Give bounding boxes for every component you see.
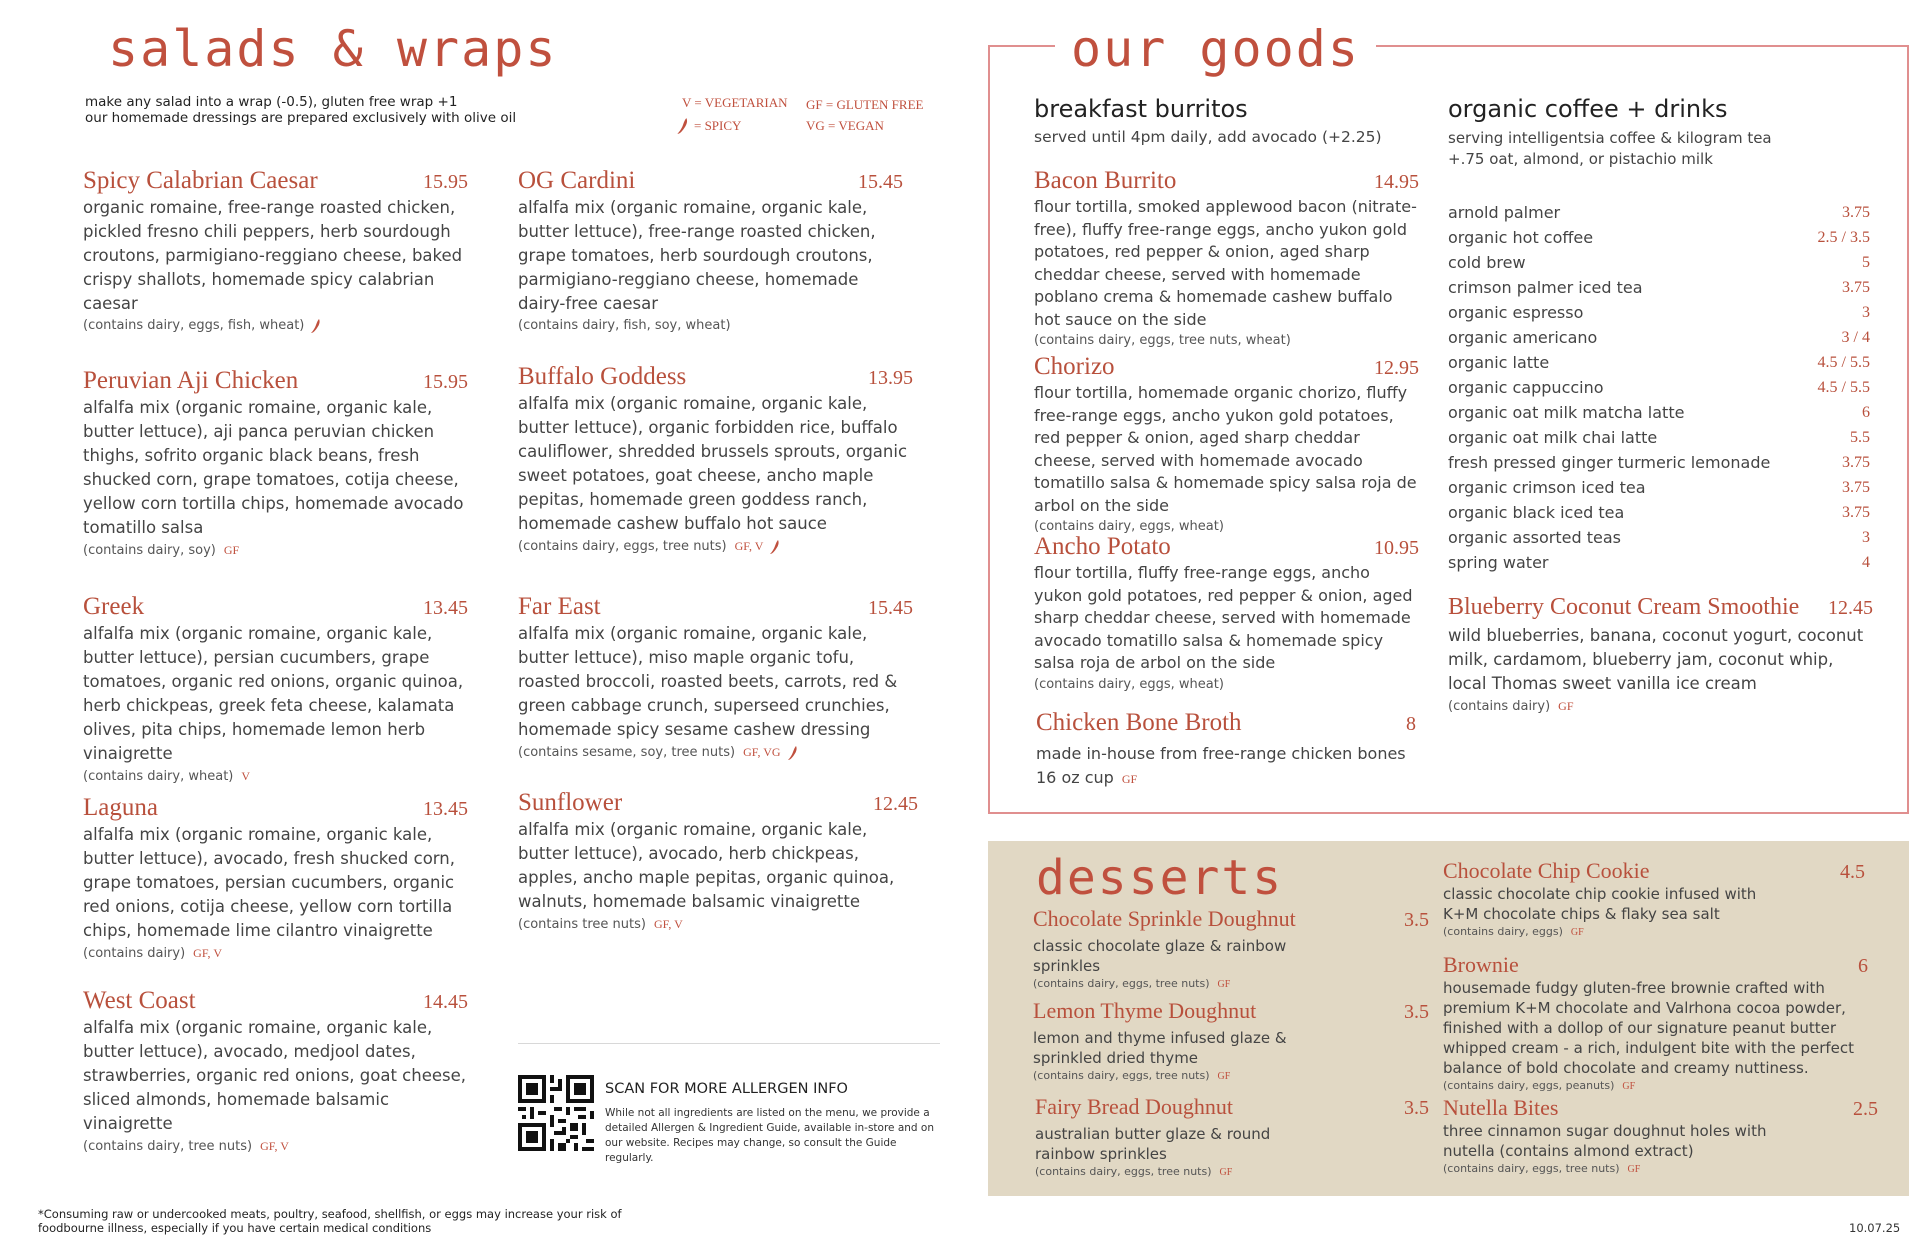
drink-row: organic oat milk chai latte 5.5 (1448, 428, 1870, 447)
dressing-note: our homemade dressings are prepared exclusively with olive oil (85, 110, 517, 126)
item-name: Bacon Burrito (1034, 167, 1177, 194)
item-name: Far East (518, 593, 601, 620)
drink-row: organic latte 4.5 / 5.5 (1448, 353, 1870, 372)
item-name: Lemon Thyme Doughnut (1033, 998, 1257, 1023)
item-name: Sunflower (518, 789, 623, 816)
drink-row: spring water 4 (1448, 553, 1870, 572)
item-price: 3.5 (1404, 1001, 1429, 1023)
divider (518, 1043, 940, 1044)
legend-spicy (676, 117, 741, 135)
item-price: 10.95 (1374, 537, 1419, 559)
item-price: 14.45 (423, 991, 468, 1013)
item-price: 13.45 (423, 597, 468, 619)
diet-tag: GF, V (653, 917, 683, 931)
diet-tag: V (241, 769, 251, 783)
diet-tag: GF, VG (743, 745, 781, 759)
drink-row: organic crimson iced tea 3.75 (1448, 478, 1870, 497)
item-price: 13.45 (423, 798, 468, 820)
drink-row: organic black iced tea 3.75 (1448, 503, 1870, 522)
drink-row: fresh pressed ginger turmeric lemonade 3.75 (1448, 453, 1870, 472)
item-allergens: (contains dairy, eggs, wheat) (1034, 676, 1224, 692)
item-description: made in-house from free-range chicken bones (1036, 744, 1406, 763)
item-allergens: (contains dairy, eggs, tree nuts) GF (1033, 1069, 1231, 1082)
item-allergens: (contains dairy, fish, soy, wheat) (518, 318, 731, 333)
item-allergens: 16 oz cup GF (1036, 768, 1138, 787)
item-allergens: (contains dairy, eggs, peanuts) GF (1443, 1079, 1636, 1092)
item-allergens: (contains dairy, eggs, tree nuts) GF, V (518, 536, 913, 557)
qr-heading: SCAN FOR MORE ALLERGEN INFO (605, 1081, 848, 1097)
item-name: Greek (83, 593, 145, 620)
item-price: 3.5 (1404, 1097, 1429, 1119)
item-price: 4.5 (1840, 861, 1865, 883)
menu-item (83, 366, 468, 561)
legend-vegan: VG = VEGAN (806, 118, 884, 133)
item-description: classic chocolate chip cookie infused with K+M chocolate chips & flaky sea salt (1443, 885, 1757, 923)
item-price: 6 (1858, 955, 1868, 977)
menu-item (1035, 1094, 1429, 1181)
drink-row: organic espresso 3 (1448, 303, 1870, 322)
item-description: alfalfa mix (organic romaine, organic kale, butter lettuce), miso maple organic tofu, roasted broccoli, roasted beets, carrots, red & green cabbage crunch, superseed crunchies, homemade spicy sesame cashew dressing (518, 624, 898, 739)
item-name: West Coast (83, 987, 196, 1014)
menu-item (518, 788, 918, 935)
item-allergens: (contains dairy) GF, V (83, 946, 222, 961)
item-description: flour tortilla, smoked applewood bacon (nitrate-free), fluffy free-range eggs, ancho yukon gold potatoes, red pepper & onion, aged sharp cheddar cheese, served with homemade poblano crema & homemade cashew buffalo hot sauce on the side (1034, 197, 1417, 329)
legend-spicy-label: = SPICY (694, 118, 742, 133)
item-allergens: (contains dairy, tree nuts) GF, V (83, 1139, 289, 1154)
item-price: 13.95 (868, 367, 913, 389)
item-price: 15.45 (858, 171, 903, 193)
menu-item (1448, 592, 1873, 717)
item-description: classic chocolate glaze & rainbow sprinkles (1033, 937, 1287, 975)
item-allergens: (contains dairy, eggs, tree nuts, wheat) (1034, 333, 1291, 348)
item-description: housemade fudgy gluten-free brownie crafted with premium K+M chocolate and Valrhona cocoa powder, finished with a dollop of our signature peanut butter whipped cream - a rich, indulgent bite with the perfect balance of bold chocolate and creamy nuttiness. (1443, 979, 1855, 1077)
diet-tag: GF (223, 543, 240, 557)
drink-row: organic americano 3 / 4 (1448, 328, 1870, 347)
item-description: organic romaine, free-range roasted chicken, pickled fresno chili peppers, herb sourdough croutons, parmigiano-reggiano cheese, baked crispy shallots, homemade spicy calabrian caesar (83, 198, 463, 313)
item-description: alfalfa mix (organic romaine, organic kale, butter lettuce), persian cucumbers, grape tomatoes, organic red onions, organic quinoa, herb chickpeas, greek feta cheese, kalamata olives, pita chips, homemade lemon herb vinaigrette (83, 624, 464, 763)
item-allergens: (contains dairy, eggs, tree nuts) GF (1033, 977, 1231, 990)
item-allergens: (contains dairy, eggs, fish, wheat) (83, 316, 468, 336)
item-price: 2.5 (1853, 1098, 1878, 1120)
diet-tag: GF (1558, 699, 1574, 713)
diet-tag: GF (1570, 927, 1584, 938)
menu-item (1443, 858, 1865, 941)
item-description: alfalfa mix (organic romaine, organic kale, butter lettuce), avocado, herb chickpeas, apples, ancho maple pepitas, organic quinoa, walnuts, homemade balsamic vinaigrette (518, 820, 895, 911)
qr-code-icon[interactable] (518, 1075, 594, 1151)
item-description: alfalfa mix (organic romaine, organic kale, butter lettuce), aji panca peruvian chicken thighs, sofrito organic black beans, fresh shucked corn, grape tomatoes, cotija cheese, yellow corn tortilla chips, homemade avocado tomatillo salsa (83, 398, 464, 537)
chili-icon (769, 539, 781, 555)
menu-item (1034, 166, 1419, 351)
chili-icon (787, 745, 799, 761)
item-name: OG Cardini (518, 167, 636, 194)
item-price: 15.95 (423, 171, 468, 193)
item-allergens: (contains sesame, soy, tree nuts) GF, VG (518, 742, 913, 763)
drinks-list (1448, 200, 1870, 575)
diet-tag: GF (1217, 979, 1231, 990)
menu-item (83, 592, 468, 787)
diet-tag: GF (1627, 1164, 1641, 1175)
item-allergens: (contains dairy) GF (1448, 699, 1574, 714)
menu-item (1033, 998, 1429, 1085)
salads-title: salads & wraps (108, 20, 558, 78)
menu-item (1036, 708, 1416, 791)
item-price: 15.95 (423, 371, 468, 393)
item-name: Chicken Bone Broth (1036, 709, 1242, 736)
item-description: alfalfa mix (organic romaine, organic kale, butter lettuce), free-range roasted chicken, grape tomatoes, herb sourdough croutons, parmigiano-reggiano cheese, homemade dairy-free caesar (518, 198, 876, 313)
item-name: Spicy Calabrian Caesar (83, 167, 318, 194)
goods-title: our goods (1055, 24, 1376, 74)
chili-icon (310, 318, 322, 334)
item-price: 12.45 (1828, 597, 1873, 619)
item-name: Chocolate Sprinkle Doughnut (1033, 906, 1296, 931)
item-description: three cinnamon sugar doughnut holes with nutella (contains almond extract) (1443, 1122, 1767, 1160)
item-allergens: (contains dairy, eggs, tree nuts) GF (1443, 1162, 1641, 1175)
item-price: 12.45 (873, 793, 918, 815)
menu-item (83, 793, 468, 964)
item-allergens: (contains dairy, soy) GF (83, 543, 240, 558)
chili-icon (676, 117, 690, 135)
menu-item (1443, 1095, 1878, 1178)
drink-row: cold brew 5 (1448, 253, 1870, 272)
item-name: Buffalo Goddess (518, 363, 687, 390)
desserts-title: desserts (1036, 850, 1284, 906)
item-price: 12.95 (1374, 357, 1419, 379)
drinks-heading: organic coffee + drinks (1448, 95, 1728, 123)
menu-item (518, 166, 903, 336)
diet-tag: GF (1622, 1081, 1636, 1092)
item-name: Chorizo (1034, 353, 1115, 380)
item-description: flour tortilla, homemade organic chorizo, fluffy free-range eggs, ancho yukon gold potatoes, red pepper & onion, aged sharp cheddar cheese, served with homemade avocado tomatillo salsa & homemade spicy salsa roja de arbol on the side (1034, 383, 1417, 515)
diet-tag: GF, V (193, 946, 222, 960)
item-description: alfalfa mix (organic romaine, organic kale, butter lettuce), avocado, medjool dates, strawberries, organic red onions, goat cheese, sliced almonds, homemade balsamic vinaigrette (83, 1018, 466, 1133)
menu-item (518, 592, 913, 763)
health-disclaimer: *Consuming raw or undercooked meats, poultry, seafood, shellfish, or eggs may increase your risk of foodbourne illness, especially if you have certain medical conditions (38, 1207, 622, 1235)
drink-row: organic oat milk matcha latte 6 (1448, 403, 1870, 422)
item-name: Nutella Bites (1443, 1095, 1559, 1120)
item-description: wild blueberries, banana, coconut yogurt, coconut milk, cardamom, blueberry jam, coconut whip, local Thomas sweet vanilla ice cream (1448, 626, 1864, 693)
legend-vegetarian: V = VEGETARIAN (682, 95, 788, 110)
menu-item (83, 166, 468, 336)
drink-row: organic hot coffee 2.5 / 3.5 (1448, 228, 1870, 247)
item-description: alfalfa mix (organic romaine, organic kale, butter lettuce), avocado, fresh shucked corn, grape tomatoes, persian cucumbers, organic red onions, cotija cheese, yellow corn tortilla chips, homemade lime cilantro vinaigrette (83, 825, 456, 940)
diet-tag: GF (1219, 1167, 1233, 1178)
item-allergens: (contains dairy, eggs, wheat) (1034, 519, 1224, 534)
diet-tag: GF, V (260, 1139, 289, 1153)
legend-gluten-free: GF = GLUTEN FREE (806, 97, 924, 112)
drink-row: organic assorted teas 3 (1448, 528, 1870, 547)
item-price: 15.45 (868, 597, 913, 619)
item-name: Ancho Potato (1034, 533, 1171, 560)
drink-row: arnold palmer 3.75 (1448, 203, 1870, 222)
item-name: Laguna (83, 794, 158, 821)
menu-item (1033, 906, 1429, 993)
item-allergens: (contains dairy, eggs, tree nuts) GF (1035, 1165, 1233, 1178)
burritos-subheading: served until 4pm daily, add avocado (+2.25) (1034, 128, 1382, 146)
item-description: alfalfa mix (organic romaine, organic kale, butter lettuce), organic forbidden rice, buffalo cauliflower, shredded brussels sprouts, organic sweet potatoes, goat cheese, ancho maple pepitas, homemade green goddess ranch, homemade cashew buffalo hot sauce (518, 394, 908, 533)
item-price: 3.5 (1404, 909, 1429, 931)
salads-notes (85, 94, 516, 126)
burritos-heading: breakfast burritos (1034, 95, 1248, 123)
wrap-note: make any salad into a wrap (-0.5), gluten free wrap +1 (85, 94, 458, 110)
drinks-subheading: serving intelligentsia coffee & kilogram tea +.75 oat, almond, or pistachio milk (1448, 129, 1772, 168)
menu-item (518, 362, 913, 557)
drink-row: crimson palmer iced tea 3.75 (1448, 278, 1870, 297)
item-name: Brownie (1443, 952, 1519, 977)
drink-row: organic cappuccino 4.5 / 5.5 (1448, 378, 1870, 397)
item-description: lemon and thyme infused glaze & sprinkled dried thyme (1033, 1029, 1287, 1067)
diet-tag: GF (1121, 772, 1138, 786)
menu-date: 10.07.25 (1849, 1221, 1901, 1235)
item-allergens: (contains dairy, eggs) GF (1443, 925, 1584, 938)
item-allergens: (contains tree nuts) GF, V (518, 917, 683, 932)
diet-tag: GF, V (734, 539, 764, 553)
item-price: 14.95 (1374, 171, 1419, 193)
item-price: 8 (1406, 713, 1416, 735)
item-name: Fairy Bread Doughnut (1035, 1094, 1233, 1119)
item-allergens: (contains dairy, wheat) V (83, 769, 251, 784)
item-description: australian butter glaze & round rainbow sprinkles (1035, 1125, 1271, 1163)
menu-item (1034, 352, 1419, 537)
menu-item (1443, 952, 1868, 1095)
item-name: Blueberry Coconut Cream Smoothie (1448, 594, 1800, 620)
item-name: Peruvian Aji Chicken (83, 367, 299, 394)
diet-tag: GF (1217, 1071, 1231, 1082)
menu-item (83, 986, 468, 1157)
item-name: Chocolate Chip Cookie (1443, 858, 1650, 883)
menu-item (1034, 532, 1419, 695)
item-description: flour tortilla, fluffy free-range eggs, ancho yukon gold potatoes, red pepper & onion, aged sharp cheddar cheese, served with homemade avocado tomatillo salsa & homemade spicy salsa roja de arbol on the side (1034, 563, 1413, 672)
qr-text: While not all ingredients are listed on the menu, we provide a detailed Allergen & Ingredient Guide, available in-store and on our website. Recipes may change, so consult the Guide regularly. (605, 1107, 935, 1164)
